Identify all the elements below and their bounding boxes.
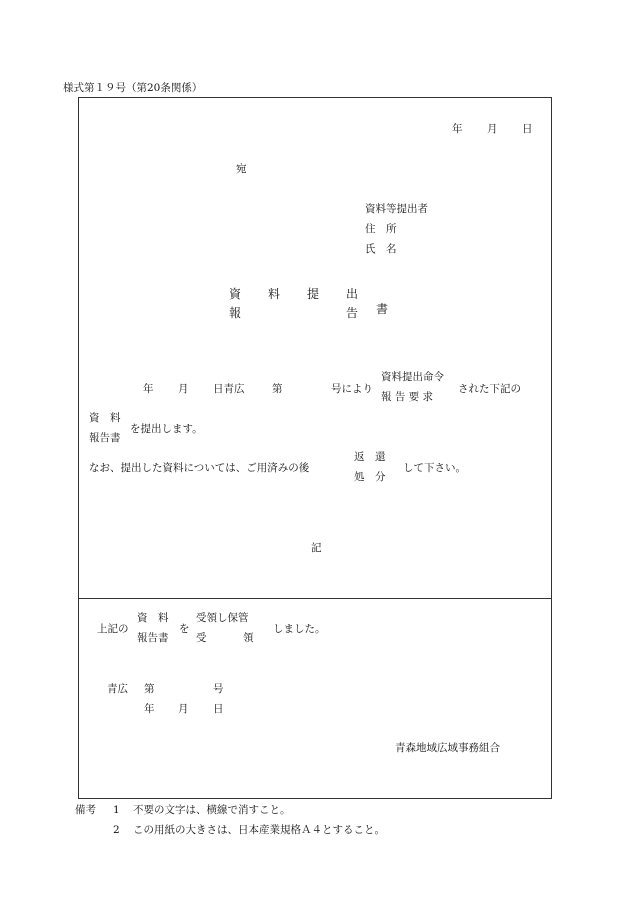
title-char: 出: [346, 287, 359, 301]
body-day-ref: 日青広: [213, 383, 245, 395]
form-title: 様式第１９号（第20条関係）: [63, 82, 203, 94]
order-option-top: 資料提出命令: [381, 371, 444, 383]
remarks-num: 1: [113, 804, 120, 816]
body-sareta: された下記の: [458, 383, 521, 395]
body-gou: 号により: [331, 383, 373, 395]
receipt-action-bottom: 領: [243, 632, 254, 644]
doc-option-top: 資 料: [89, 412, 121, 424]
title-char: 料: [268, 287, 281, 301]
submitter-name: 氏 名: [365, 243, 397, 255]
receipt-day: 日: [213, 703, 224, 715]
ki-heading: 記: [311, 542, 322, 554]
section-divider: [78, 598, 552, 599]
date-day: 日: [522, 123, 533, 135]
receipt-action-top: 受領し保管: [196, 612, 249, 624]
title-char: 提: [307, 287, 320, 301]
date-month: 月: [487, 123, 498, 135]
receipt-month: 月: [178, 703, 189, 715]
receipt-suffix: しました。: [273, 623, 326, 635]
date-year: 年: [452, 123, 463, 135]
body-request: して下さい。: [403, 462, 466, 474]
remarks-text: この用紙の大きさは、日本産業規格Ａ４とすること。: [133, 824, 385, 836]
submitter-address: 住 所: [365, 223, 397, 235]
receipt-dai: 第: [144, 683, 155, 695]
receipt-aohiro: 青広: [107, 683, 128, 695]
receipt-doc-bottom: 報告書: [137, 632, 169, 644]
remarks-label: 備考: [75, 804, 96, 816]
receipt-gou: 号: [213, 683, 224, 695]
submitter-label: 資料等提出者: [365, 203, 428, 215]
receipt-doc-top: 資 料: [137, 612, 169, 624]
body-note: なお、提出した資料については、ご用済みの後: [89, 462, 310, 474]
body-submit: を提出します。: [130, 423, 203, 435]
receipt-year: 年: [144, 703, 155, 715]
body-dai: 第: [272, 383, 283, 395]
title-char: 資: [229, 287, 242, 301]
receipt-prefix: 上記の: [97, 623, 129, 635]
title-char: 報: [229, 306, 242, 320]
organization-name: 青森地域広域事務組合: [395, 742, 500, 754]
addressee-suffix: 宛: [236, 163, 247, 175]
return-option-top: 返 還: [354, 451, 386, 463]
title-char: 告: [346, 306, 359, 320]
remarks-num: 2: [113, 824, 120, 836]
remarks-text: 不要の文字は、横線で消すこと。: [133, 804, 291, 816]
body-year: 年: [143, 383, 154, 395]
title-char: 書: [376, 302, 389, 316]
return-option-bottom: 処 分: [354, 471, 386, 483]
receipt-action-bottom: 受: [196, 632, 207, 644]
order-option-bottom: 報 告 要 求: [381, 391, 434, 403]
body-month: 月: [178, 383, 189, 395]
receipt-wo: を: [179, 623, 190, 635]
doc-option-bottom: 報告書: [89, 432, 121, 444]
